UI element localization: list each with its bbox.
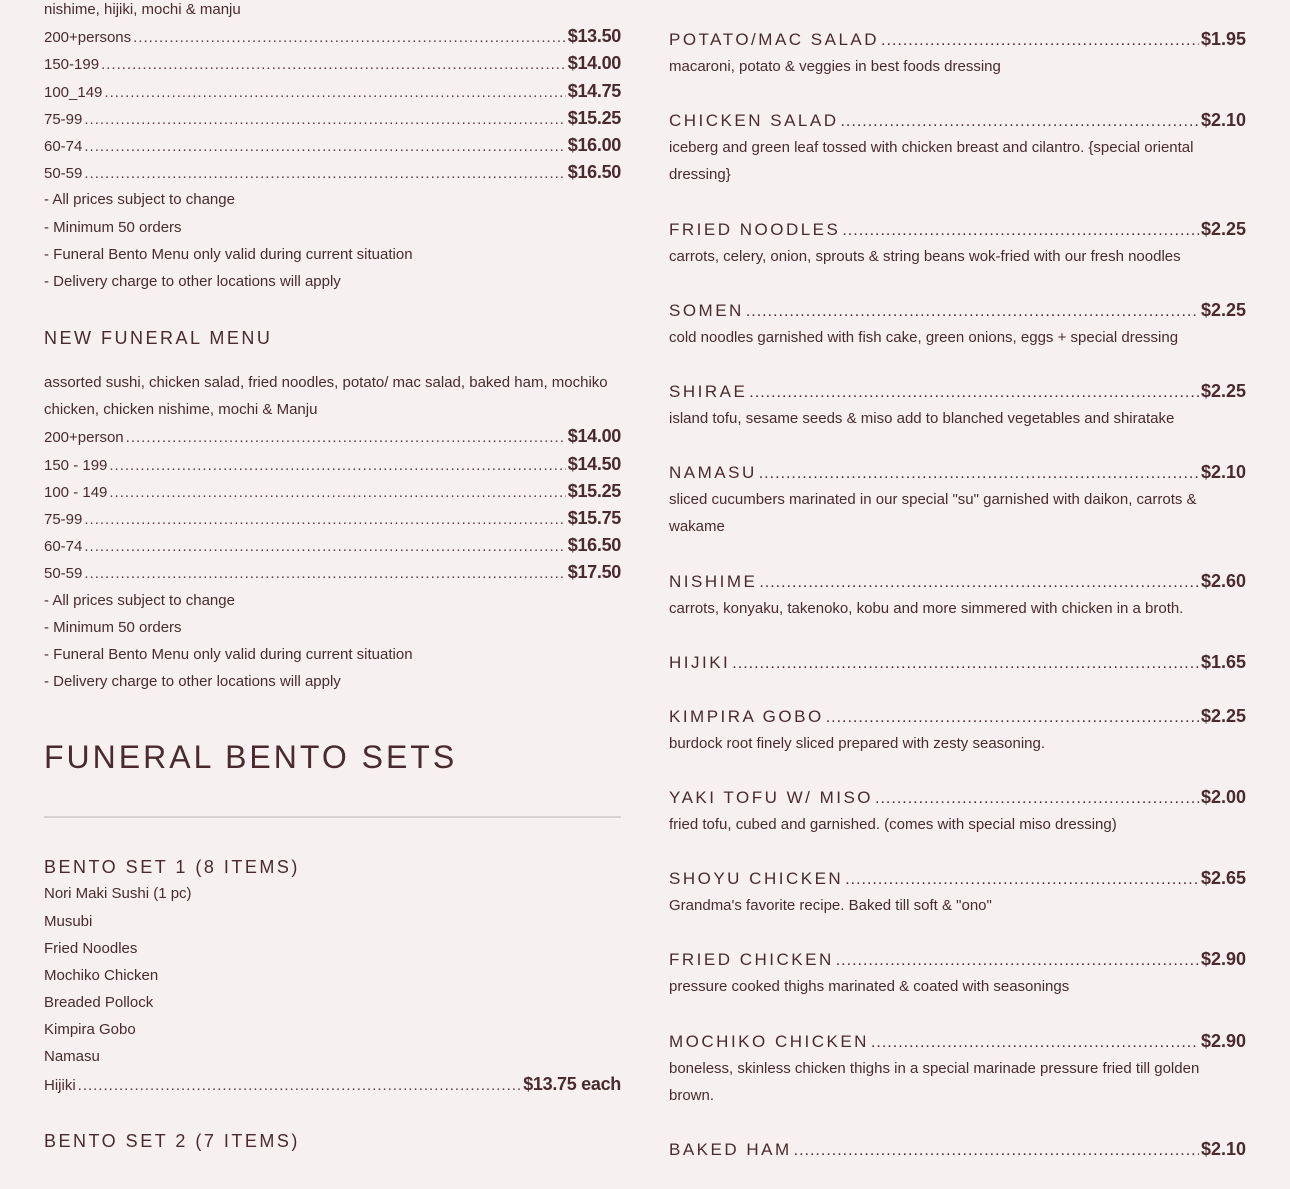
price-row xyxy=(44,105,621,132)
item-description: carrots, konyaku, takenoko, kobu and more simmered with chicken in a broth. xyxy=(669,599,1184,617)
bento-set-2-heading: BENTO SET 2 (7 ITEMS) xyxy=(44,1130,300,1151)
dot-leader xyxy=(881,27,1199,55)
dot-leader xyxy=(842,217,1199,245)
dot-leader xyxy=(126,424,566,451)
menu-item xyxy=(669,648,1246,676)
price-row xyxy=(44,505,621,532)
dot-leader xyxy=(78,1072,522,1099)
item-name: SHIRAE xyxy=(669,382,748,402)
menu-item xyxy=(669,702,1246,757)
item-name: POTATO/MAC SALAD xyxy=(669,30,880,49)
right-column xyxy=(669,25,1246,1189)
list-item: Kimpira Gobo xyxy=(44,1021,136,1039)
item-name: MOCHIKO CHICKEN xyxy=(669,1031,869,1051)
item-name: SHOYU CHICKEN xyxy=(669,869,844,889)
price-label: 200+persons xyxy=(44,29,132,47)
dot-leader xyxy=(109,479,565,506)
dot-leader xyxy=(836,947,1199,975)
top-text: nishime, hijiki, mochi & manju xyxy=(44,1,241,18)
price-label: 100_149 xyxy=(44,83,103,101)
list-item: Namasu xyxy=(44,1048,100,1066)
item-price: $2.90 xyxy=(1200,1030,1246,1051)
list-item: Mochiko Chicken xyxy=(44,966,159,984)
list-item: Breaded Pollock xyxy=(44,994,154,1012)
price-label: 150-199 xyxy=(44,56,100,74)
item-description: burdock root finely sliced prepared with zesty seasoning. xyxy=(669,734,1046,752)
menu-item xyxy=(669,945,1246,1000)
note-line: - Delivery charge to other locations will apply xyxy=(44,673,341,691)
price-label: 200+person xyxy=(44,429,124,447)
dot-leader xyxy=(84,106,565,133)
dot-leader xyxy=(746,298,1199,326)
note-line: - Minimum 50 orders xyxy=(44,218,182,236)
menu-item xyxy=(669,1135,1246,1163)
item-name: HIJIKI xyxy=(669,652,731,672)
item-description: macaroni, potato & veggies in best foods dressing xyxy=(669,58,1001,75)
item-description: carrots, celery, onion, sprouts & string beans wok-fried with our fresh noodles xyxy=(669,247,1181,265)
item-price: $2.25 xyxy=(1200,218,1246,239)
item-name: NISHIME xyxy=(669,571,758,591)
item-price: $2.10 xyxy=(1200,110,1246,131)
item-name: YAKI TOFU W/ MISO xyxy=(669,788,874,808)
new-funeral-menu-heading: NEW FUNERAL MENU xyxy=(44,328,273,349)
dot-leader xyxy=(759,460,1199,488)
menu-item xyxy=(669,458,1246,540)
price-row xyxy=(44,423,621,450)
price-row xyxy=(44,78,621,105)
item-price: $1.95 xyxy=(1200,29,1246,49)
price-value: $15.25 xyxy=(567,480,621,501)
item-price: $2.25 xyxy=(1200,705,1246,726)
price-row xyxy=(44,451,621,478)
menu-item xyxy=(669,1027,1246,1109)
dot-leader xyxy=(84,560,565,587)
note-line: - All prices subject to change xyxy=(44,191,235,209)
item-description: cold noodles garnished with fish cake, green onions, eggs + special dressing xyxy=(669,328,1179,346)
price-value: $17.50 xyxy=(567,562,621,583)
dot-leader xyxy=(101,51,566,78)
price-row xyxy=(44,50,621,77)
price-value: $13.75 each xyxy=(523,1073,621,1094)
item-price: $2.90 xyxy=(1200,949,1246,970)
item-price: $2.10 xyxy=(1200,462,1246,483)
dot-leader xyxy=(84,160,565,187)
item-name: FRIED NOODLES xyxy=(669,219,841,239)
item-price: $2.25 xyxy=(1200,299,1246,320)
dot-leader xyxy=(845,866,1199,894)
item-name: FRIED CHICKEN xyxy=(669,950,834,970)
bento-set-1-items xyxy=(44,880,621,1098)
section-divider xyxy=(44,816,621,818)
notes-a xyxy=(44,186,621,295)
item-price: $2.00 xyxy=(1200,787,1246,808)
price-label: 50-59 xyxy=(44,165,83,183)
item-description: fried tofu, cubed and garnished. (comes with special miso dressing) xyxy=(669,816,1117,834)
dot-leader xyxy=(759,569,1199,597)
item-price: $1.65 xyxy=(1200,651,1246,672)
price-row xyxy=(44,23,621,50)
dot-leader xyxy=(104,79,565,106)
funeral-bento-sets-heading: FUNERAL BENTO SETS xyxy=(44,739,458,776)
item-price: $2.60 xyxy=(1200,570,1246,591)
item-price: $2.65 xyxy=(1200,868,1246,889)
dot-leader xyxy=(732,650,1199,678)
item-description: boneless, skinless chicken thighs in a special marinade pressure fried till golden brown. xyxy=(669,1059,1200,1104)
price-row xyxy=(44,132,621,159)
item-price: $2.10 xyxy=(1200,1139,1246,1160)
item-description: Grandma's favorite recipe. Baked till soft & "ono" xyxy=(669,897,992,915)
price-label: 60-74 xyxy=(44,137,83,155)
dot-leader xyxy=(749,379,1199,407)
dot-leader xyxy=(826,704,1199,732)
note-line: - Minimum 50 orders xyxy=(44,618,182,636)
note-line: - Funeral Bento Menu only valid during current situation xyxy=(44,645,413,663)
price-list-b xyxy=(44,423,621,586)
menu-item xyxy=(669,25,1246,80)
menu-item xyxy=(669,106,1246,188)
dot-leader xyxy=(875,785,1199,813)
dot-leader xyxy=(840,108,1198,136)
menu-item xyxy=(669,567,1246,622)
price-value: $16.50 xyxy=(567,535,621,556)
price-value: $15.25 xyxy=(567,107,621,128)
price-value: $16.00 xyxy=(567,134,621,155)
price-label: 50-59 xyxy=(44,565,83,583)
dot-leader xyxy=(109,452,565,479)
list-item: Fried Noodles xyxy=(44,939,138,957)
item-description: iceberg and green leaf tossed with chicken breast and cilantro. {special oriental dressing} xyxy=(669,139,1194,184)
list-item: Nori Maki Sushi (1 pc) xyxy=(44,885,192,903)
menu-item xyxy=(669,783,1246,838)
price-list-a xyxy=(44,23,621,186)
item-description: sliced cucumbers marinated in our special "su" garnished with daikon, carrots & wakame xyxy=(669,491,1197,536)
new-menu-description: assorted sushi, chicken salad, fried noodles, potato/ mac salad, baked ham, mochiko chicken, chicken nishime, mochi & Manju xyxy=(44,374,608,419)
item-name: KIMPIRA GOBO xyxy=(669,706,824,726)
item-name: NAMASU xyxy=(669,463,757,483)
price-label: 75-99 xyxy=(44,511,83,529)
item-name: BAKED HAM xyxy=(669,1140,792,1160)
price-value: $14.50 xyxy=(567,453,621,474)
price-label: 75-99 xyxy=(44,110,83,128)
price-row xyxy=(44,159,621,186)
price-label: 60-74 xyxy=(44,538,83,556)
price-value: $14.00 xyxy=(567,53,621,74)
dot-leader xyxy=(794,1137,1199,1165)
note-line: - All prices subject to change xyxy=(44,591,235,609)
menu-item xyxy=(669,296,1246,351)
price-row xyxy=(44,478,621,505)
menu-item xyxy=(669,377,1246,432)
list-item: Hijiki xyxy=(44,1076,76,1094)
note-line: - Delivery charge to other locations will apply xyxy=(44,272,341,290)
bento-set-1-heading: BENTO SET 1 (8 ITEMS) xyxy=(44,857,300,878)
item-price: $2.25 xyxy=(1200,381,1246,402)
menu-item xyxy=(669,864,1246,919)
price-value: $14.75 xyxy=(567,80,621,101)
dot-leader xyxy=(84,133,565,160)
price-value: $15.75 xyxy=(567,508,621,529)
price-value: $13.50 xyxy=(567,26,621,47)
bento-set-1-price-row xyxy=(44,1071,621,1098)
item-description: island tofu, sesame seeds & miso add to blanched vegetables and shiratake xyxy=(669,410,1175,428)
price-row xyxy=(44,559,621,586)
price-value: $16.50 xyxy=(567,162,621,183)
left-column xyxy=(44,0,621,1154)
price-row xyxy=(44,532,621,559)
dot-leader xyxy=(84,506,565,533)
note-line: - Funeral Bento Menu only valid during current situation xyxy=(44,245,413,263)
dot-leader xyxy=(871,1029,1199,1057)
item-name: SOMEN xyxy=(669,300,744,320)
dot-leader xyxy=(84,533,565,560)
item-name: CHICKEN SALAD xyxy=(669,111,839,131)
price-label: 100 - 149 xyxy=(44,483,108,501)
list-item: Musubi xyxy=(44,912,93,930)
dot-leader xyxy=(133,24,566,51)
item-description: pressure cooked thighs marinated & coated with seasonings xyxy=(669,978,1070,996)
price-value: $14.00 xyxy=(567,426,621,447)
menu-item xyxy=(669,215,1246,270)
notes-b xyxy=(44,587,621,696)
price-label: 150 - 199 xyxy=(44,456,108,474)
